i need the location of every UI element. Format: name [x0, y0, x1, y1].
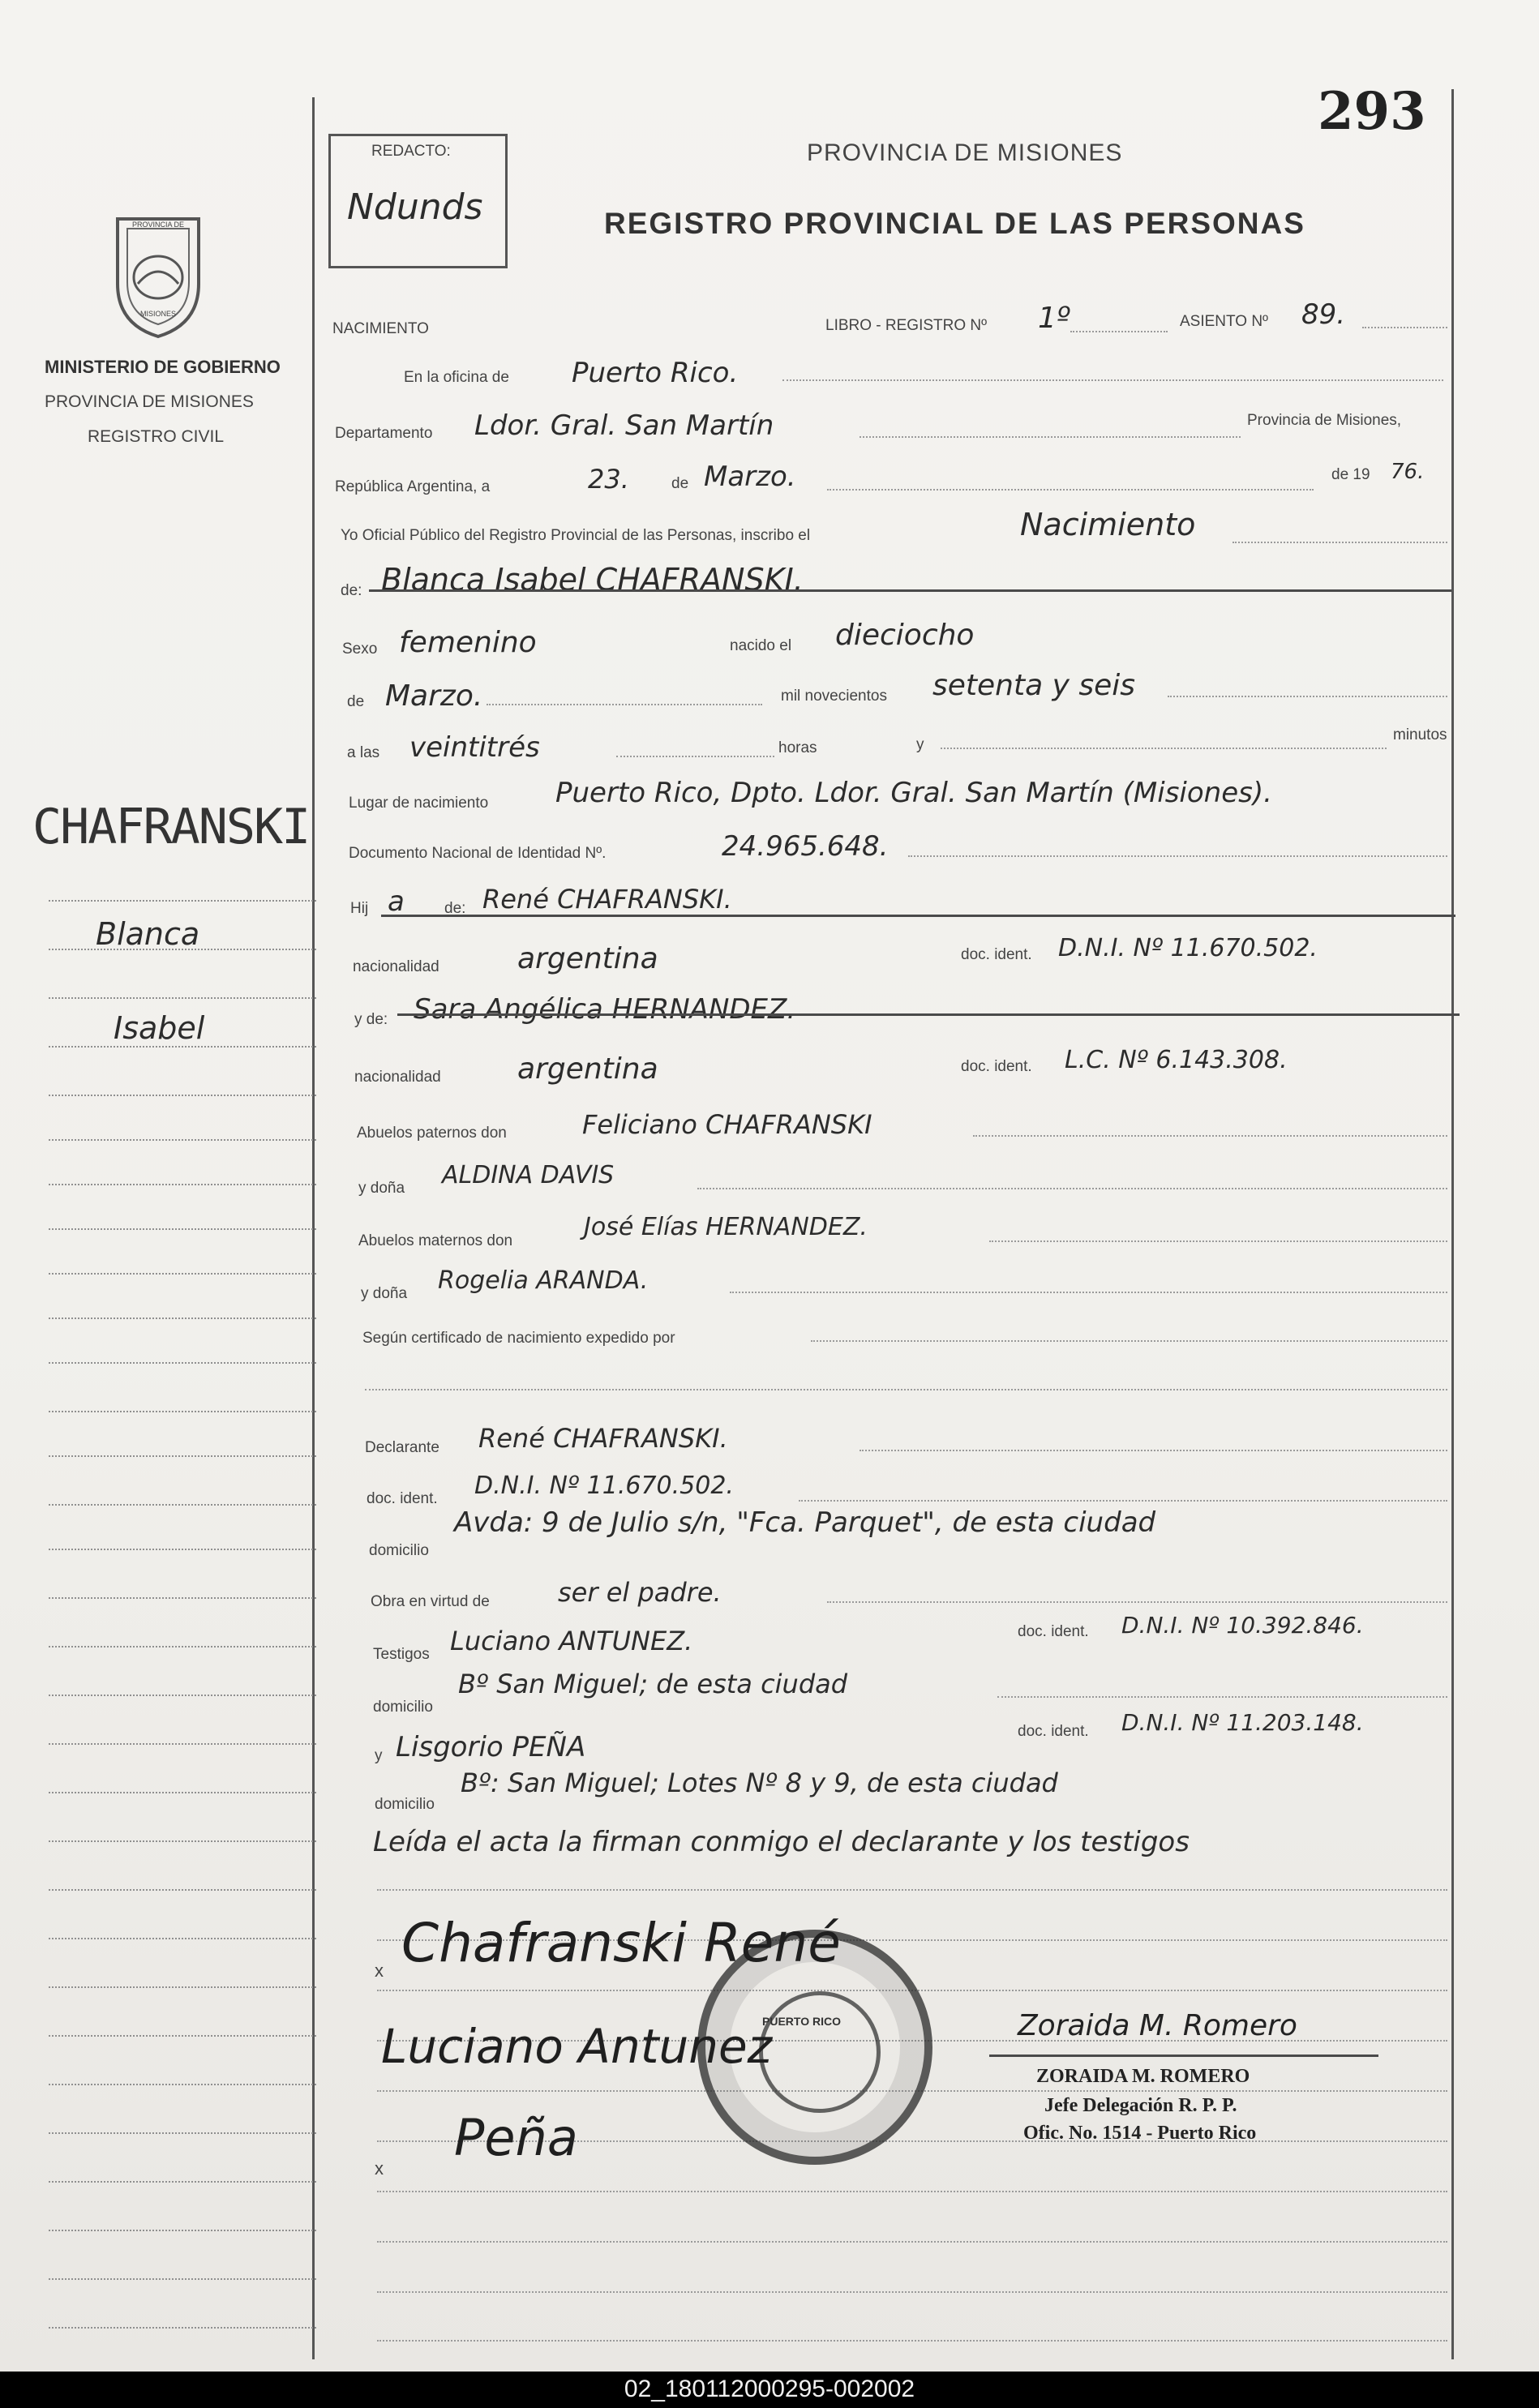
margin-line: [49, 1597, 316, 1599]
margin-line: [49, 1362, 316, 1364]
ministry-line2: PROVINCIA DE MISIONES: [45, 392, 254, 411]
form-line: [730, 1292, 1447, 1293]
doc-ident-label-4: doc. ident.: [1018, 1623, 1089, 1640]
ministry-line1: MINISTERIO DE GOBIERNO: [45, 357, 281, 377]
hij-value: a: [388, 885, 405, 918]
asiento-label: ASIENTO Nº: [1180, 313, 1268, 330]
nac-padre-value: argentina: [517, 942, 658, 975]
doc-ident-label-2: doc. ident.: [961, 1058, 1032, 1075]
obra-label: Obra en virtud de: [371, 1593, 490, 1610]
doc-ident-label-5: doc. ident.: [1018, 1723, 1089, 1740]
domicilio-value: Avda: 9 de Julio s/n, "Fca. Parquet", de esta ciudad: [454, 1506, 1156, 1539]
margin-line: [49, 1455, 316, 1457]
form-line: [616, 756, 774, 757]
page-number: 293: [1318, 81, 1426, 142]
dia-value: 23.: [588, 464, 629, 495]
departamento-value: Ldor. Gral. San Martín: [474, 409, 774, 442]
form-line: [377, 2241, 1447, 2243]
form-line: [782, 379, 1443, 381]
margin-line: [49, 1095, 316, 1096]
republica-label: República Argentina, a: [335, 478, 491, 495]
form-line: [827, 489, 1314, 491]
form-line: [827, 1601, 1447, 1603]
margin-line: [49, 1986, 316, 1988]
mes-nac-value: Marzo.: [385, 679, 483, 713]
asiento-value: 89.: [1301, 298, 1346, 331]
domicilio-label-2: domicilio: [373, 1699, 433, 1716]
testigo1-value: Luciano ANTUNEZ.: [450, 1626, 693, 1656]
margin-line: [49, 1411, 316, 1412]
de-label-2: de:: [341, 582, 362, 599]
doc-ident-label: doc. ident.: [961, 946, 1032, 963]
declarante-label: Declarante: [365, 1439, 439, 1456]
margin-line: [49, 1504, 316, 1506]
ydona-label-2: y doña: [361, 1285, 408, 1302]
domicilio-label-3: domicilio: [375, 1796, 435, 1813]
nombre-value: Blanca Isabel CHAFRANSKI.: [381, 562, 804, 598]
oficina-value: Puerto Rico.: [572, 357, 739, 389]
alas-label: a las: [347, 744, 380, 761]
departamento-label: Departamento: [335, 425, 433, 442]
official-office: Ofic. No. 1514 - Puerto Rico: [1023, 2123, 1257, 2144]
yde-label: y de:: [354, 1011, 388, 1028]
sexo-label: Sexo: [342, 641, 378, 658]
domicilio2-value: Bº: San Miguel; Lotes Nº 8 y 9, de esta ciudad: [461, 1767, 1058, 1798]
margin-line: [49, 2230, 316, 2231]
madre-value: Sara Angélica HERNANDEZ.: [414, 993, 796, 1026]
right-margin-line: [1451, 89, 1454, 2359]
form-line: [377, 2340, 1447, 2342]
form-line: [1232, 542, 1447, 543]
form-line: [811, 1340, 1447, 1342]
form-line: [377, 1889, 1447, 1891]
abuela-materna-value: Rogelia ARANDA.: [438, 1266, 649, 1295]
abuelo-paterno-value: Feliciano CHAFRANSKI: [582, 1109, 872, 1140]
form-line: [989, 1240, 1447, 1242]
margin-given-name-2: Isabel: [114, 1010, 205, 1046]
emblem-text-bottom: MISIONES: [139, 310, 177, 318]
de-label-4: de:: [444, 900, 466, 917]
margin-line: [49, 1646, 316, 1647]
form-line: [697, 1188, 1447, 1189]
obra-value: ser el padre.: [558, 1577, 722, 1608]
form-line: [377, 2291, 1447, 2293]
emblem-text-top: PROVINCIA DE: [131, 221, 185, 229]
provincia-label: Provincia de Misiones,: [1247, 412, 1402, 429]
abuelos-paternos-label: Abuelos paternos don: [357, 1125, 507, 1142]
form-line: [1362, 327, 1447, 328]
x-mark-2: x: [375, 2158, 384, 2179]
margin-line: [49, 2084, 316, 2085]
libro-label: LIBRO - REGISTRO Nº: [825, 317, 988, 334]
margin-line: [49, 1840, 316, 1842]
sexo-value: femenino: [399, 626, 537, 659]
margin-line: [49, 1273, 316, 1275]
testigo1-doc-value: D.N.I. Nº 10.392.846.: [1121, 1612, 1364, 1639]
signature-testigo-2: Peña: [454, 2108, 578, 2167]
de-label-3: de: [347, 693, 365, 710]
margin-line: [49, 1889, 316, 1891]
form-line: [908, 855, 1447, 857]
margin-line: [49, 997, 316, 999]
declarante-value: René CHAFRANSKI.: [478, 1423, 728, 1454]
image-id-caption: 02_180112000295-002002: [624, 2376, 915, 2402]
domicilio-label: domicilio: [369, 1542, 429, 1559]
mil-label: mil novecientos: [781, 688, 887, 705]
margin-line: [49, 1228, 316, 1230]
form-line: [377, 2191, 1447, 2192]
margin-line: [49, 1938, 316, 1939]
signature-line: [989, 2055, 1378, 2057]
lugar-value: Puerto Rico, Dpto. Ldor. Gral. San Martín (Misiones).: [555, 777, 1272, 809]
registry-heading: REGISTRO PROVINCIAL DE LAS PERSONAS: [604, 207, 1305, 240]
signature-testigo-1: Luciano Antunez: [381, 2019, 773, 2074]
stamp-center-text: PUERTO RICO: [762, 2015, 841, 2028]
margin-line: [49, 949, 316, 950]
x-mark-1: x: [375, 1960, 384, 1981]
nacido-label: nacido el: [730, 637, 792, 654]
form-line: [397, 1013, 1460, 1016]
form-line: [973, 1135, 1447, 1137]
anio-value: 76.: [1391, 460, 1425, 484]
dni-label: Documento Nacional de Identidad Nº.: [349, 845, 607, 862]
nacimiento-label: NACIMIENTO: [332, 320, 429, 337]
abuela-paterna-value: ALDINA DAVIS: [442, 1161, 615, 1189]
oficina-label: En la oficina de: [404, 369, 509, 386]
form-line: [997, 1696, 1447, 1698]
leida-value: Leída el acta la firman conmigo el declarante y los testigos: [373, 1826, 1190, 1858]
mil-value: setenta y seis: [932, 669, 1136, 702]
margin-line: [49, 1549, 316, 1550]
doc-ident-label-3: doc. ident.: [367, 1490, 438, 1507]
official-signature: Zoraida M. Romero: [1018, 2009, 1297, 2042]
margin-line: [49, 900, 316, 902]
form-line: [365, 1389, 1447, 1390]
y-label: y: [916, 736, 924, 753]
mes-value: Marzo.: [704, 461, 796, 493]
official-name: ZORAIDA M. ROMERO: [1036, 2066, 1250, 2087]
province-heading: PROVINCIA DE MISIONES: [807, 139, 1123, 166]
ministry-line3: REGISTRO CIVIL: [88, 427, 225, 446]
form-line: [860, 1450, 1447, 1451]
margin-line: [49, 1695, 316, 1696]
margin-line: [49, 1139, 316, 1141]
yo-oficial-value: Nacimiento: [1020, 507, 1196, 542]
abuelos-maternos-label: Abuelos maternos don: [358, 1232, 513, 1249]
doc-madre-value: L.C. Nº 6.143.308.: [1065, 1046, 1288, 1074]
padre-value: René CHAFRANSKI.: [482, 884, 732, 915]
minutos-label: minutos: [1393, 726, 1447, 743]
alas-value: veintitrés: [409, 731, 540, 764]
hij-label: Hij: [350, 900, 369, 917]
margin-line: [49, 1318, 316, 1319]
margin-surname: CHAFRANSKI: [32, 799, 310, 855]
form-line: [1070, 331, 1168, 332]
margin-line: [49, 2035, 316, 2037]
testigo2-doc-value: D.N.I. Nº 11.203.148.: [1121, 1709, 1364, 1736]
abuelo-materno-value: José Elías HERNANDEZ.: [584, 1213, 868, 1241]
yo-oficial-label: Yo Oficial Público del Registro Provincial de las Personas, inscribo el: [341, 527, 811, 544]
margin-line: [49, 2132, 316, 2134]
form-line: [381, 915, 1455, 917]
margin-line: [49, 2327, 316, 2329]
margin-given-name-1: Blanca: [96, 916, 200, 952]
nac-madre-value: argentina: [517, 1052, 658, 1086]
margin-line: [49, 1046, 316, 1048]
ydona-label: y doña: [358, 1180, 405, 1197]
horas-label: horas: [778, 739, 817, 756]
redacto-label: REDACTO:: [371, 143, 451, 160]
nacido-value: dieciocho: [835, 619, 975, 652]
margin-line: [49, 2278, 316, 2280]
de-label: de: [671, 475, 689, 492]
redacto-signature: Ndunds: [347, 186, 483, 228]
shield-emblem-icon: [101, 203, 215, 341]
testigo2-value: Lisgorio PEÑA: [396, 1731, 586, 1763]
form-line: [1168, 696, 1447, 697]
certificado-label: Según certificado de nacimiento expedido por: [362, 1330, 675, 1347]
anio-label: de 19: [1331, 466, 1370, 483]
testigos-label: Testigos: [373, 1646, 430, 1663]
margin-line: [49, 1743, 316, 1745]
form-line: [799, 1500, 1447, 1502]
signature-declarante: Chafranski René: [401, 1912, 841, 1974]
margin-line: [49, 1184, 316, 1185]
libro-value: 1º: [1038, 302, 1070, 335]
dni-value: 24.965.648.: [722, 830, 889, 863]
form-line: [369, 589, 1451, 592]
form-line: [487, 704, 762, 705]
lugar-label: Lugar de nacimiento: [349, 795, 489, 812]
nacionalidad-label: nacionalidad: [353, 958, 439, 975]
official-title: Jefe Delegación R. P. P.: [1044, 2095, 1237, 2116]
nacionalidad-label-2: nacionalidad: [354, 1069, 441, 1086]
form-line: [860, 436, 1241, 438]
stamp-inner-ring: [759, 1991, 881, 2113]
redacto-box: [328, 134, 508, 268]
doc-padre-value: D.N.I. Nº 11.670.502.: [1058, 934, 1318, 962]
form-line: [941, 748, 1387, 749]
declarante-doc-value: D.N.I. Nº 11.670.502.: [474, 1472, 734, 1500]
domicilio1-value: Bº San Miguel; de esta ciudad: [458, 1669, 848, 1699]
y-label-2: y: [375, 1747, 383, 1764]
margin-line: [49, 1792, 316, 1793]
margin-line: [49, 2181, 316, 2183]
